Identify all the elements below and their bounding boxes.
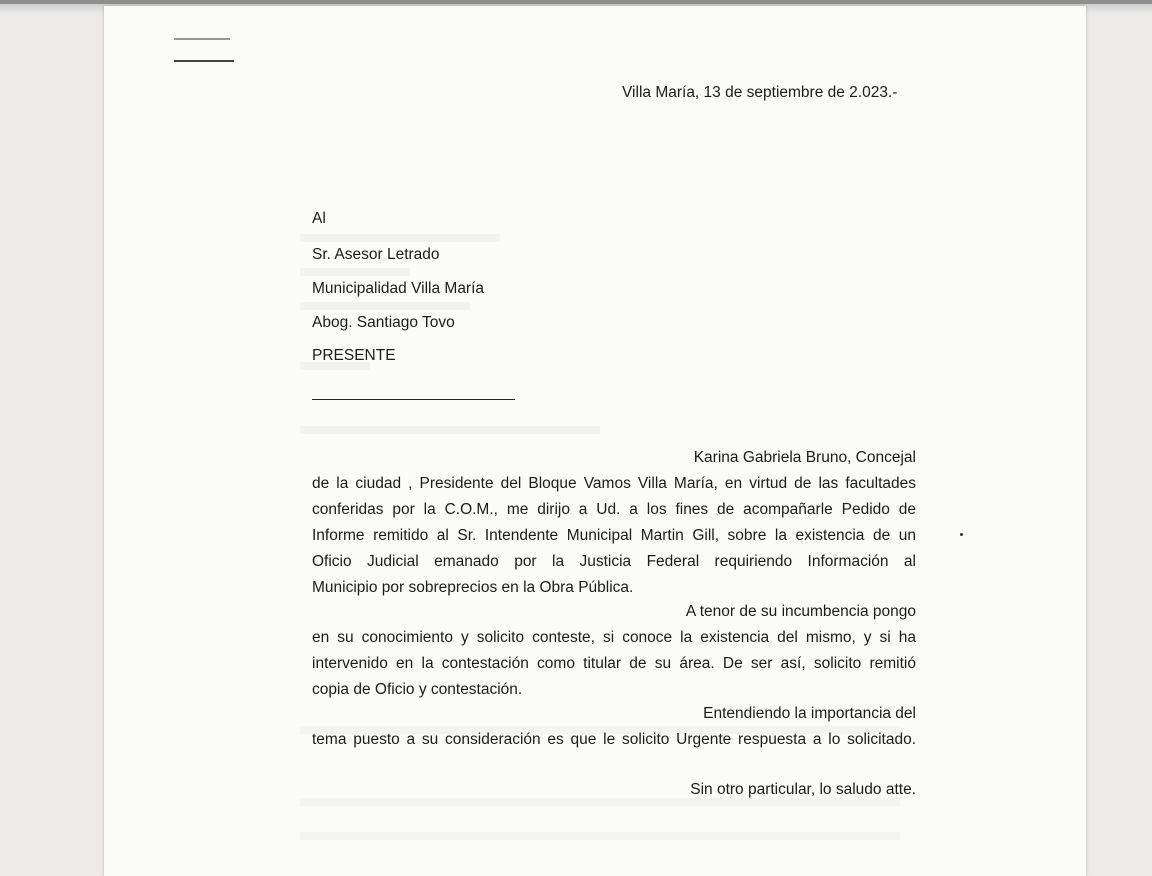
recipient-salutation: Al [312, 210, 326, 227]
body-paragraph-2 [312, 599, 916, 703]
bleed-through-mark [300, 234, 500, 242]
paragraph-line: en su conocimiento y solicito conteste, si conoce la existencia del mismo, y si ha [312, 629, 916, 646]
body-paragraph-3 [312, 701, 916, 753]
recipient-name: Abog. Santiago Tovo [312, 314, 455, 331]
handwritten-dash-mark [174, 38, 230, 40]
bleed-through-mark [300, 302, 470, 310]
paragraph-line: Municipio por sobreprecios en la Obra Pública. [312, 579, 634, 596]
paragraph-line: A tenor de su incumbencia pongo [685, 603, 916, 620]
paragraph-line: tema puesto a su consideración es que le solicito Urgente respuesta a lo solicitado. [312, 731, 916, 748]
recipient-title: Sr. Asesor Letrado [312, 246, 440, 263]
paragraph-line: Oficio Judicial emanado por la Justicia Federal requiriendo Información al [312, 553, 916, 570]
separator-line [312, 399, 515, 400]
recipient-organization: Municipalidad Villa María [312, 280, 485, 297]
paragraph-line: de la ciudad , Presidente del Bloque Vamos Villa María, en virtud de las facultades [312, 475, 916, 492]
closing-text: Sin otro particular, lo saludo atte. [690, 781, 916, 798]
date-line: Villa María, 13 de septiembre de 2.023.- [622, 84, 898, 101]
bleed-through-mark [300, 426, 600, 434]
paragraph-line: conferidas por la C.O.M., me dirijo a Ud. a los fines de acompañarle Pedido de [312, 501, 916, 518]
paragraph-line: copia de Oficio y contestación. [312, 681, 523, 698]
bleed-through-mark [300, 268, 410, 276]
paragraph-line: Entendiendo la importancia del [703, 705, 916, 722]
paragraph-line: Informe remitido al Sr. Intendente Municipal Martin Gill, sobre la existencia de un [312, 527, 916, 544]
paragraph-line: intervenido en la contestación como titular de su área. De ser así, solicito remitió [312, 655, 916, 672]
paragraph-line: Karina Gabriela Bruno, Concejal [693, 449, 916, 466]
closing-line [312, 777, 916, 803]
recipient-presente: PRESENTE [312, 347, 396, 364]
body-paragraph-1 [312, 445, 916, 601]
scanned-letter-page [104, 6, 1086, 876]
scan-speck [960, 533, 963, 536]
handwritten-dash-mark [174, 60, 234, 62]
bleed-through-mark [300, 832, 900, 840]
